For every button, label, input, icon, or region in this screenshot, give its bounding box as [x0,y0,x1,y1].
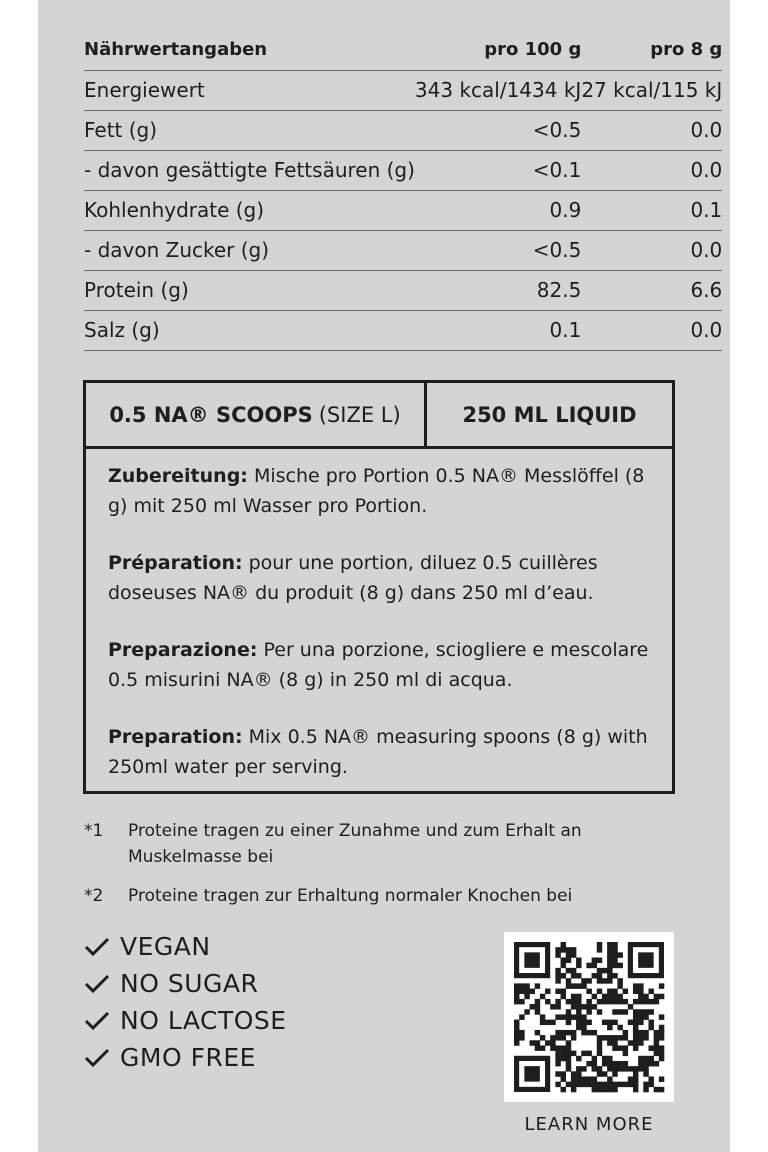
nutrition-header: pro 8 g [581,30,722,70]
product-claims [84,928,287,1076]
value-per-100g: 343 kcal/1434 kJ [415,70,581,110]
claim-label: GMO FREE [120,1043,256,1072]
table-row [84,190,722,230]
footnote-text: Proteine tragen zur Erhaltung normaler Knochen bei [128,886,573,906]
value-per-8g: 0.0 [581,110,722,150]
scoops-amount: 0.5 NA® SCOOPS [109,402,313,427]
scoops-size: (SIZE L) [318,402,401,427]
value-per-8g: 27 kcal/115 kJ [581,70,722,110]
claim-item [84,1039,287,1076]
instruction-label: Préparation: [108,552,243,574]
value-per-100g: 0.1 [415,310,581,350]
value-per-8g: 0.0 [581,310,722,350]
nutrient-name: Kohlenhydrate (g) [84,190,415,230]
value-per-8g: 6.6 [581,270,722,310]
preparation-box [83,380,675,794]
value-per-100g: <0.1 [415,150,581,190]
claim-label: NO SUGAR [120,969,259,998]
claim-label: VEGAN [120,932,211,961]
checkmark-icon [84,936,110,958]
nutrient-name: Salz (g) [84,310,415,350]
footnote-mark: *2 [84,886,104,906]
nutrition-header: Nährwertangaben [84,30,415,70]
nutrient-name: Fett (g) [84,110,415,150]
label-panel [38,0,730,1152]
checkmark-icon [84,1047,110,1069]
claim-item [84,928,287,965]
instruction-label: Zubereitung: [108,465,248,487]
checkmark-icon [84,1010,110,1032]
instruction-text: pour une portion, diluez 0.5 cuillères doseuses NA® du produit (8 g) dans 250 ml d’eau. [108,552,598,604]
table-row [84,270,722,310]
instruction-text: Mix 0.5 NA® measuring spoons (8 g) with 250ml water per serving. [108,726,648,778]
value-per-8g: 0.0 [581,230,722,270]
table-row [84,230,722,270]
checkmark-icon [84,973,110,995]
nutrient-name: Energiewert [84,70,415,110]
instruction-de [108,461,650,521]
instruction-it [108,635,650,695]
nutrition-table [84,30,722,351]
value-per-100g: 0.9 [415,190,581,230]
preparation-instructions [86,449,672,782]
value-per-8g: 0.0 [581,150,722,190]
instruction-text: Per una porzione, sciogliere e mescolare 0.5 misurini NA® (8 g) in 250 ml di acqua. [108,639,649,691]
table-row [84,310,722,350]
nutrient-name: Protein (g) [84,270,415,310]
instruction-label: Preparation: [108,726,243,748]
footnote-2 [84,883,648,909]
scoops-cell [86,383,427,446]
claim-item [84,1002,287,1039]
nutrition-header: pro 100 g [415,30,581,70]
footnote-mark: *1 [84,821,104,841]
table-row [84,110,722,150]
instruction-label: Preparazione: [108,639,258,661]
instruction-text: Mische pro Portion 0.5 NA® Messlöffel (8 g) mit 250 ml Wasser pro Portion. [108,465,645,517]
qr-code-icon[interactable] [504,932,674,1102]
nutrient-name: - davon Zucker (g) [84,230,415,270]
nutrition-header-row [84,30,722,70]
qr-code-graphic [504,932,674,1102]
value-per-100g: <0.5 [415,230,581,270]
table-row [84,150,722,190]
learn-more-label: LEARN MORE [524,1114,654,1135]
claim-label: NO LACTOSE [120,1006,287,1035]
liquid-cell: 250 ML LIQUID [462,402,637,427]
value-per-100g: 82.5 [415,270,581,310]
nutrient-name: - davon gesättigte Fettsäuren (g) [84,150,415,190]
footnote-1 [84,818,648,870]
footnote-text: Proteine tragen zu einer Zunahme und zum Erhalt an Muskelmasse bei [128,821,582,867]
table-row [84,70,722,110]
preparation-header [86,383,672,449]
value-per-100g: <0.5 [415,110,581,150]
instruction-fr [108,548,650,608]
instruction-en [108,722,650,782]
value-per-8g: 0.1 [581,190,722,230]
claim-item [84,965,287,1002]
